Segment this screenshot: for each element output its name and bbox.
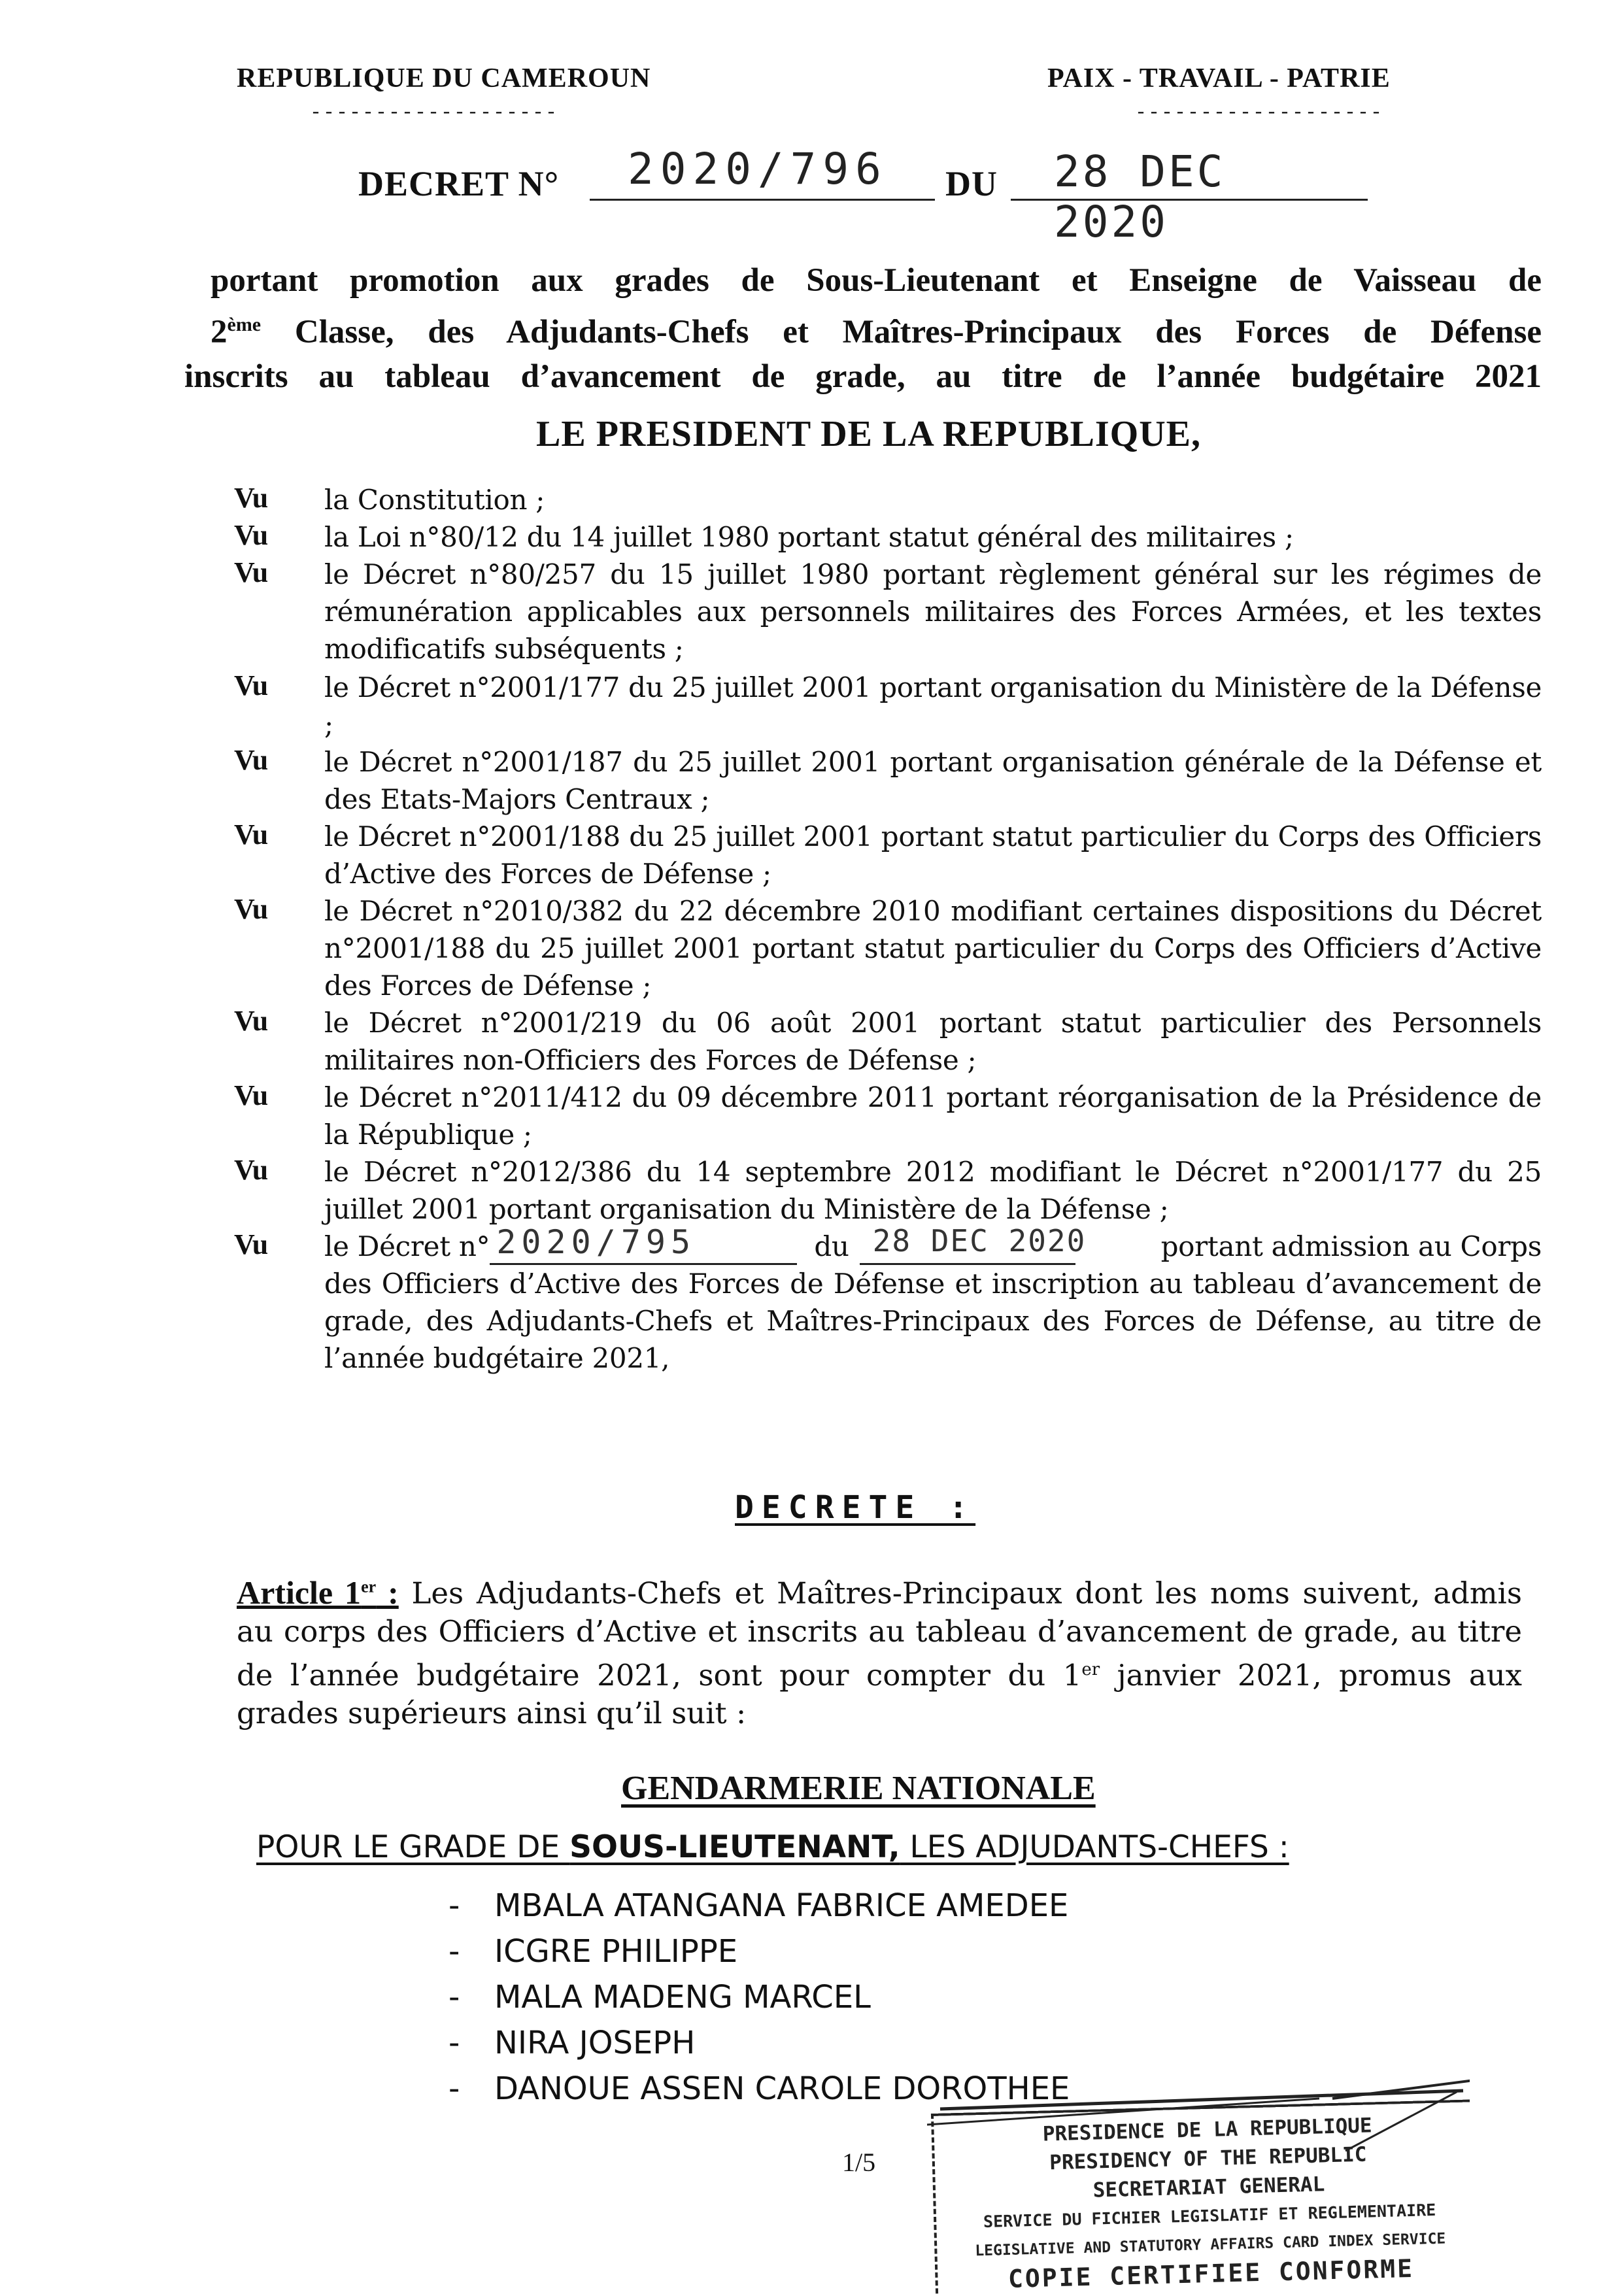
header-right: PAIX - TRAVAIL - PATRIE xyxy=(1047,63,1391,93)
article-1-label: Article 1er : xyxy=(237,1574,399,1611)
stamp-line: PRESIDENCY OF THE REPUBLIC xyxy=(1049,2142,1367,2175)
stamp-line: SECRETARIAT GENERAL xyxy=(1092,2172,1325,2202)
stamp-line: PRESIDENCE DE LA REPUBLIQUE xyxy=(1042,2114,1373,2146)
stamp-line: COPIE CERTIFIEE CONFORME xyxy=(1007,2253,1415,2294)
stamp-line: SERVICE DU FICHIER LEGISLATIF ET REGLEMENTAIRE xyxy=(983,2200,1436,2232)
page-number: 1/5 xyxy=(842,2148,876,2177)
vu-item: Vu le Décret n°2001/188 du 25 juillet 2001 portant statut particulier du Corps des Officiers d’Active des Forces de Défense ; xyxy=(234,818,1542,890)
header-right-rule: ------------------- xyxy=(1135,102,1384,124)
name-item: - DANOUE ASSEN CAROLE DOROTHEE xyxy=(448,2070,1070,2107)
vu-list xyxy=(234,481,1542,1377)
vu-item: Vu le Décret n°80/257 du 15 juillet 1980 portant règlement général sur les régimes de rémunération applicables aux personnels militaires des Forces Armées, et les textes modificatifs subséquents ; xyxy=(234,556,1542,665)
vu-item: Vu la Loi n°80/12 du 14 juillet 1980 portant statut général des militaires ; xyxy=(234,519,1294,553)
section-heading: GENDARMERIE NATIONALE xyxy=(621,1770,1096,1807)
subject-line-3: inscrits au tableau d’avancement de grade, au titre de l’année budgétaire 2021 xyxy=(184,358,1542,395)
name-item: - ICGRE PHILIPPE xyxy=(448,1933,738,1970)
president-heading: LE PRESIDENT DE LA REPUBLIQUE, xyxy=(536,414,1201,454)
article-1: Article 1er : Les Adjudants-Chefs et Maîtres-Principaux dont les noms suivent, admis au corps des Officiers d’Active et inscrits au tableau d’avancement de grade, au titre de l’année budgétaire 2021, sont pour compter du 1er janvier 2021, promus aux grades supérieurs ainsi qu’il suit : xyxy=(237,1574,1523,1730)
decree-label: DECRET N° xyxy=(358,164,560,203)
vu-item: Vu le Décret n°2011/412 du 09 décembre 2011 portant réorganisation de la Présidence de la République ; xyxy=(234,1079,1542,1151)
vu-last-first-line: le Décret n° 2020/795 du 28 DEC 2020 portant admission au Corps xyxy=(324,1228,1542,1265)
subject-line-2: 2ème Classe, des Adjudants-Chefs et Maîtres-Principaux des Forces de Défense xyxy=(211,314,1542,350)
vu-item: Vu la Constitution ; xyxy=(234,482,545,516)
handwritten-date-field: 28 DEC 2020 xyxy=(860,1228,1075,1265)
stamp-frame xyxy=(931,2099,1470,2294)
vu-item: Vu le Décret n°2001/219 du 06 août 2001 portant statut particulier des Personnels militaires non-Officiers des Forces de Défense ; xyxy=(234,1005,1542,1076)
vu-item: Vu le Décret n°2010/382 du 22 décembre 2010 modifiant certaines dispositions du Décret n°2001/188 du 25 juillet 2001 portant statut particulier du Corps des Officiers d’Active des Forces de Défense ; xyxy=(234,893,1542,1002)
decree-date-field xyxy=(1011,144,1368,247)
decrete-heading: DECRETE : xyxy=(735,1489,976,1526)
decree-subject xyxy=(184,258,1542,399)
decree-du: DU xyxy=(945,164,998,203)
vu-item: Vu le Décret n°2001/177 du 25 juillet 2001 portant organisation du Ministère de la Défense ; xyxy=(234,669,1542,741)
decree-number-field xyxy=(590,135,935,201)
vu-item: Vu le Décret n°2012/386 du 14 septembre 2012 modifiant le Décret n°2001/177 du 25 juillet 2001 portant organisation du Ministère de la Défense ; xyxy=(234,1154,1542,1225)
name-item: - NIRA JOSEPH xyxy=(448,2025,696,2061)
handwritten-number-field: 2020/795 xyxy=(490,1228,797,1265)
header-left: REPUBLIQUE DU CAMEROUN xyxy=(237,63,651,93)
name-item: - MBALA ATANGANA FABRICE AMEDEE xyxy=(448,1887,1069,1924)
decree-date: 28 DEC 2020 xyxy=(1054,146,1226,247)
decree-number: 2020/796 xyxy=(628,144,888,194)
name-item: - MALA MADENG MARCEL xyxy=(448,1979,871,2016)
vu-item: Vu le Décret n°2001/187 du 25 juillet 2001 portant organisation générale de la Défense et des Etats-Majors Centraux ; xyxy=(234,744,1542,815)
subject-line-1: portant promotion aux grades de Sous-Lieutenant et Enseigne de Vaisseau de xyxy=(211,262,1542,299)
header-left-rule: ------------------- xyxy=(310,102,559,124)
grade-line: POUR LE GRADE DE SOUS-LIEUTENANT, LES ADJUDANTS-CHEFS : xyxy=(256,1829,1289,1865)
stamp-line: LEGISLATIVE AND STATUTORY AFFAIRS CARD INDEX SERVICE xyxy=(975,2230,1446,2260)
vu-item-last: Vu le Décret n° 2020/795 du 28 DEC 2020 portant admission au Corps des Officiers d’Active des Forces de Défense et inscription au tableau d’avancement de grade, des Adjudants-Chefs et Maîtres-Principaux des Forces de Défense, au titre de l’année budgétaire 2021, xyxy=(234,1223,1542,1374)
official-stamp xyxy=(927,2072,1470,2294)
